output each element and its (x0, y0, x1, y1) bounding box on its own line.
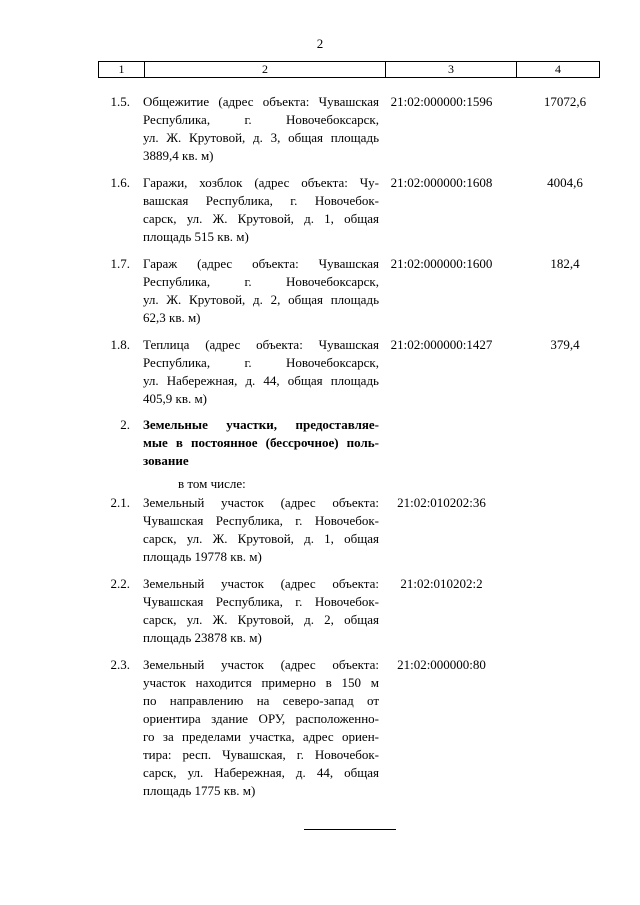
description-line: сарск, ул. Ж. Крутовой, д. 1, общая (143, 211, 379, 226)
description-line: тира: респ. Чувашская, г. Новочебок- (143, 747, 379, 762)
description-line: ул. Ж. Крутовой, д. 2, общая площадь (143, 292, 379, 307)
description-line: го за пределами участка, адрес ориен- (143, 729, 379, 744)
description-line: сарск, ул. Набережная, д. 44, общая (143, 765, 379, 780)
cadastral-number: 21:02:000000:1600 (390, 256, 493, 271)
row-number: 2.1. (110, 495, 130, 510)
cadastral-number: 21:02:000000:1427 (390, 337, 493, 352)
row-description (143, 93, 379, 165)
row-number: 2.2. (110, 576, 130, 591)
header-col-4: 4 (517, 62, 600, 78)
row-description (143, 336, 379, 408)
cadastral-number: 21:02:010202:2 (400, 576, 483, 591)
end-divider (304, 829, 396, 830)
description-line: Чувашская Республика, г. Новочебок- (143, 513, 379, 528)
header-col-3: 3 (386, 62, 517, 78)
description-line: 405,9 кв. м) (143, 391, 208, 406)
description-line: Земельный участок (адрес объекта: (143, 576, 379, 591)
header-col-1: 1 (99, 62, 145, 78)
description-line: 62,3 кв. м) (143, 310, 201, 325)
description-line: Гаражи, хозблок (адрес объекта: Чу- (143, 175, 379, 190)
description-line: площадь 515 кв. м) (143, 229, 249, 244)
row-value: 182,4 (550, 256, 580, 271)
description-line: сарск, ул. Ж. Крутовой, д. 2, общая (143, 612, 379, 627)
row-number: 1.5. (110, 94, 130, 109)
cadastral-number: 21:02:010202:36 (397, 495, 486, 510)
row-number: 2.3. (110, 657, 130, 672)
row-number: 1.7. (110, 256, 130, 271)
row-description (143, 416, 379, 470)
cadastral-number: 21:02:000000:1596 (390, 94, 493, 109)
page-number: 2 (316, 36, 324, 51)
description-line: Общежитие (адрес объекта: Чувашская (143, 94, 379, 109)
description-line: ориентира здание ОРУ, расположенно- (143, 711, 379, 726)
row-number: 2. (120, 417, 130, 432)
header-col-2: 2 (145, 62, 386, 78)
subheading: в том числе: (178, 476, 246, 491)
cadastral-number: 21:02:000000:1608 (390, 175, 493, 190)
row-description (143, 575, 379, 647)
row-value: 4004,6 (547, 175, 583, 190)
description-line: ул. Ж. Крутовой, д. 3, общая площадь (143, 130, 379, 145)
description-line: мые в постоянное (бессрочное) поль- (143, 435, 379, 450)
description-line: Чувашская Республика, г. Новочебок- (143, 594, 379, 609)
description-line: ул. Набережная, д. 44, общая площадь (143, 373, 379, 388)
description-line: Республика, г. Новочебоксарск, (143, 112, 379, 127)
cadastral-number: 21:02:000000:80 (397, 657, 486, 672)
description-line: 3889,4 кв. м) (143, 148, 214, 163)
row-description (143, 255, 379, 327)
description-line: Республика, г. Новочебоксарск, (143, 274, 379, 289)
row-value: 17072,6 (543, 94, 587, 109)
table-header (98, 61, 600, 78)
description-line: Теплица (адрес объекта: Чувашская (143, 337, 379, 352)
description-line: площадь 1775 кв. м) (143, 783, 256, 798)
description-line: Земельный участок (адрес объекта: (143, 495, 379, 510)
description-line: Республика, г. Новочебоксарск, (143, 355, 379, 370)
row-number: 1.8. (110, 337, 130, 352)
row-value: 379,4 (550, 337, 580, 352)
description-line: участок находится примерно в 150 м (143, 675, 379, 690)
description-line: сарск, ул. Ж. Крутовой, д. 1, общая (143, 531, 379, 546)
row-number: 1.6. (110, 175, 130, 190)
description-line: вашская Республика, г. Новочебок- (143, 193, 379, 208)
description-line: Земельный участок (адрес объекта: (143, 657, 379, 672)
description-line: площадь 19778 кв. м) (143, 549, 262, 564)
row-description (143, 656, 379, 800)
description-line: по направлению на северо-запад от (143, 693, 379, 708)
row-description (143, 494, 379, 566)
description-line: Гараж (адрес объекта: Чувашская (143, 256, 379, 271)
row-description (143, 174, 379, 246)
description-line: площадь 23878 кв. м) (143, 630, 262, 645)
description-line: Земельные участки, предоставляе- (143, 417, 379, 432)
description-line: зование (143, 453, 189, 468)
